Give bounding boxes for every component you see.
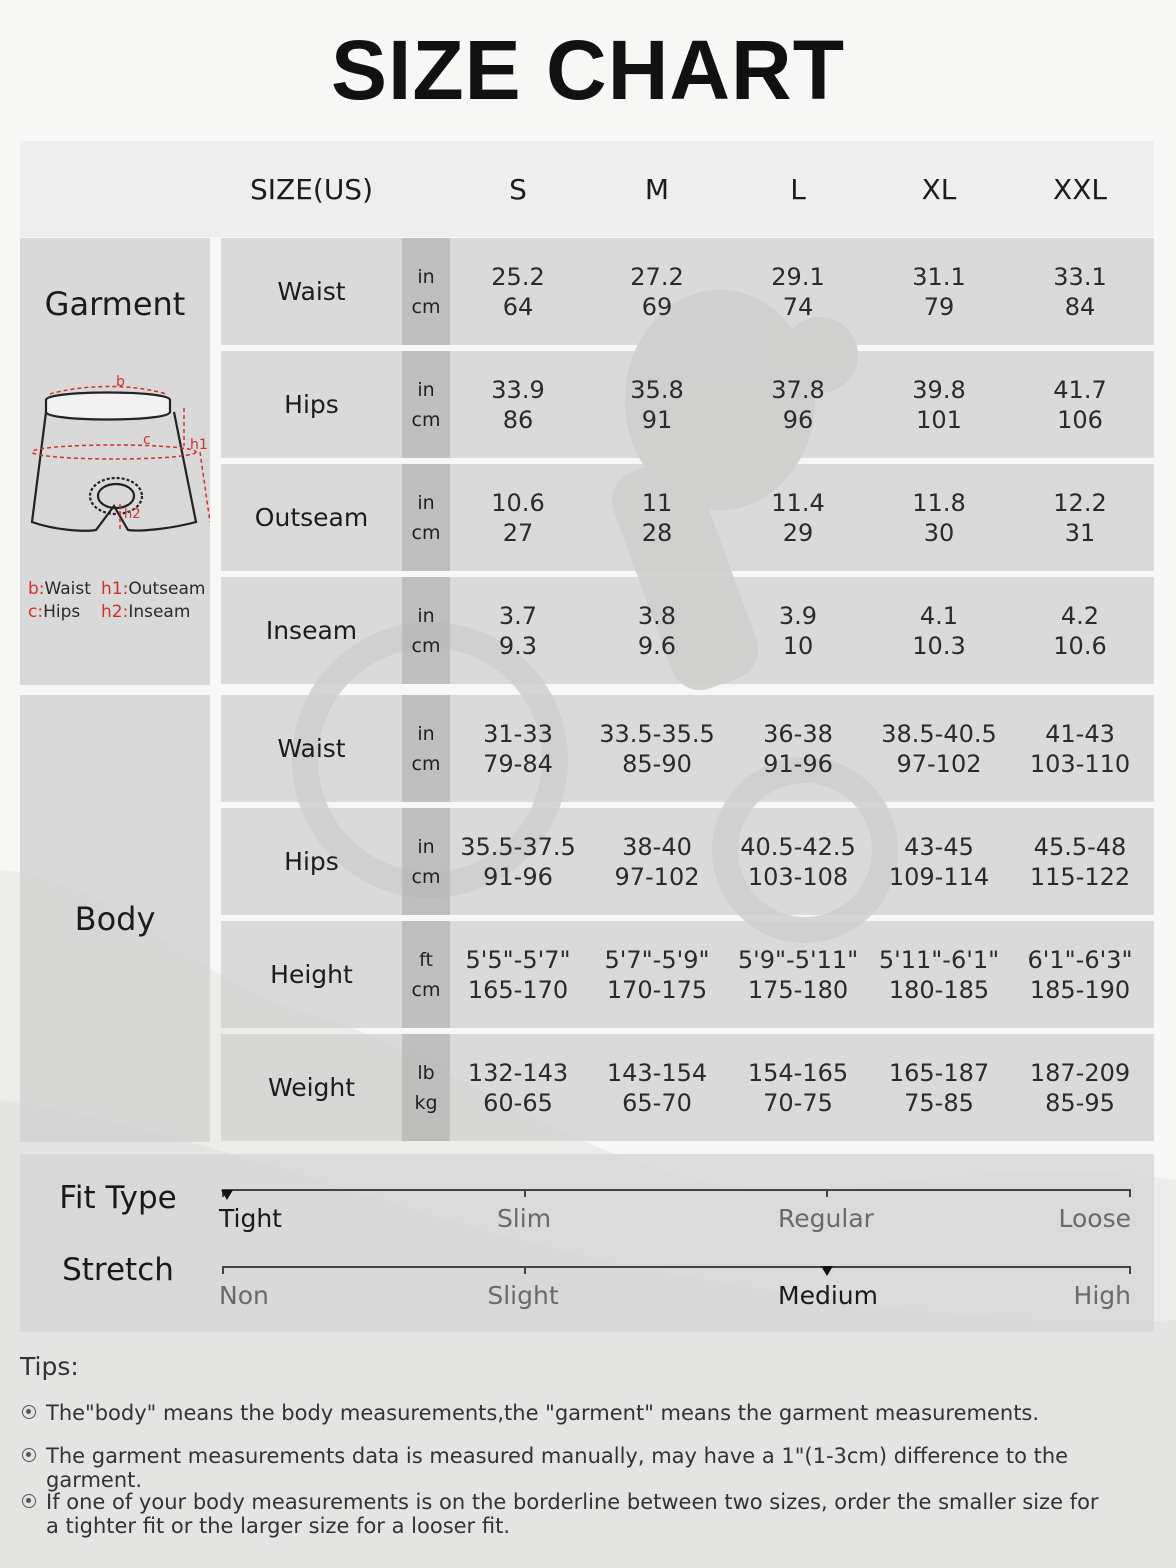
cell-value: 65-70 — [622, 1088, 692, 1117]
fit-option-regular: Regular — [778, 1204, 874, 1233]
body-section-label: Body — [74, 900, 156, 938]
cell-value: 41-43 — [1045, 719, 1115, 748]
cell-value: 3.7 — [498, 601, 538, 630]
fit-type-tick — [826, 1189, 828, 1197]
unit-text: cm — [411, 295, 441, 318]
cell-value: 36-38 — [763, 719, 833, 748]
stretch-option-non: Non — [219, 1281, 269, 1310]
cell-value: 31.1 — [912, 262, 966, 291]
cell-value: 143-154 — [606, 1058, 708, 1087]
table-cell — [1010, 577, 1150, 684]
cell-value: 31-33 — [483, 719, 553, 748]
cell-value: 165-170 — [467, 975, 569, 1004]
cell-value: 10.6 — [1053, 631, 1107, 660]
cell-value: 91-96 — [483, 862, 553, 891]
fit-type-label: Fit Type — [59, 1180, 177, 1216]
cell-value: 37.8 — [771, 375, 825, 404]
cell-value: 96 — [782, 405, 814, 434]
table-cell — [728, 921, 868, 1028]
cell-value: 35.8 — [630, 375, 684, 404]
cell-value: 45.5-48 — [1033, 832, 1127, 861]
cell-value: 154-165 — [747, 1058, 849, 1087]
table-cell — [587, 577, 727, 684]
cell-value: 165-187 — [888, 1058, 990, 1087]
legend-inseam: h2:Inseam — [101, 602, 191, 622]
unit-text: in — [417, 835, 435, 858]
cell-value: 33.9 — [491, 375, 545, 404]
table-cell — [587, 808, 727, 915]
unit-text: kg — [414, 1091, 438, 1114]
size-s-header: S — [509, 172, 527, 206]
tip-item: The garment measurements data is measured manually, may have a 1"(1-3cm) difference to the garment. — [20, 1444, 1160, 1492]
unit-text: cm — [411, 978, 441, 1001]
cell-value: 74 — [782, 292, 814, 321]
table-cell — [1010, 695, 1150, 802]
table-cell — [587, 1034, 727, 1141]
bullet-icon — [22, 1405, 36, 1419]
table-cell — [587, 464, 727, 571]
unit-text: cm — [411, 752, 441, 775]
table-cell — [728, 351, 868, 458]
cell-value: 69 — [641, 292, 673, 321]
cell-value: 109-114 — [888, 862, 990, 891]
cell-value: 10 — [782, 631, 814, 660]
cell-value: 91 — [641, 405, 673, 434]
table-cell — [728, 808, 868, 915]
diagram-label-h2: h2 — [124, 507, 141, 522]
table-cell — [869, 351, 1009, 458]
cell-value: 43-45 — [904, 832, 974, 861]
size-m-header: M — [644, 172, 670, 206]
cell-value: 84 — [1064, 292, 1096, 321]
table-cell — [1010, 238, 1150, 345]
cell-value: 97-102 — [896, 749, 982, 778]
table-cell — [587, 695, 727, 802]
fit-type-tick — [524, 1189, 526, 1197]
table-cell — [728, 238, 868, 345]
cell-value: 4.1 — [919, 601, 959, 630]
unit-label — [402, 464, 450, 571]
stretch-option-slight: Slight — [487, 1281, 559, 1310]
diagram-label-c: c — [143, 432, 151, 448]
cell-value: 170-175 — [606, 975, 708, 1004]
cell-value: 185-190 — [1029, 975, 1131, 1004]
cell-value: 85-95 — [1045, 1088, 1115, 1117]
cell-value: 97-102 — [614, 862, 700, 891]
cell-value: 85-90 — [622, 749, 692, 778]
unit-label — [402, 577, 450, 684]
table-cell — [869, 921, 1009, 1028]
unit-text: in — [417, 491, 435, 514]
table-cell — [869, 1034, 1009, 1141]
stretch-option-medium: Medium — [778, 1281, 878, 1310]
table-cell — [448, 808, 588, 915]
table-cell — [1010, 351, 1150, 458]
legend-hips: c:Hips — [28, 602, 81, 622]
cell-value: 41.7 — [1053, 375, 1107, 404]
unit-label — [402, 351, 450, 458]
cell-value: 101 — [916, 405, 962, 434]
cell-value: 75-85 — [904, 1088, 974, 1117]
tip-item: The"body" means the body measurements,the "garment" means the garment measurements. — [20, 1401, 1160, 1425]
cell-value: 29.1 — [771, 262, 825, 291]
fit-option-tight: Tight — [219, 1204, 282, 1233]
table-cell — [728, 464, 868, 571]
cell-value: 5'7"-5'9" — [604, 945, 710, 974]
cell-value: 31 — [1064, 518, 1096, 547]
size-xxl-header: XXL — [1053, 172, 1107, 206]
table-cell — [1010, 921, 1150, 1028]
size-xl-header: XL — [921, 172, 957, 206]
garment-row-label: Hips — [284, 390, 339, 419]
unit-text: in — [417, 265, 435, 288]
table-cell — [1010, 1034, 1150, 1141]
unit-label — [402, 921, 450, 1028]
cell-value: 180-185 — [888, 975, 990, 1004]
cell-value: 64 — [502, 292, 534, 321]
cell-value: 91-96 — [763, 749, 833, 778]
page-title: SIZE CHART — [331, 23, 845, 117]
stretch-selected-marker — [821, 1266, 833, 1276]
shorts-diagram — [24, 372, 210, 542]
cell-value: 132-143 — [467, 1058, 569, 1087]
cell-value: 40.5-42.5 — [740, 832, 856, 861]
cell-value: 11.4 — [771, 488, 825, 517]
garment-row-label: Inseam — [265, 616, 358, 645]
cell-value: 70-75 — [763, 1088, 833, 1117]
garment-row-label: Outseam — [254, 503, 369, 532]
garment-section-label: Garment — [44, 285, 186, 323]
cell-value: 79 — [923, 292, 955, 321]
cell-value: 86 — [502, 405, 534, 434]
stretch-label: Stretch — [62, 1252, 174, 1288]
table-cell — [728, 1034, 868, 1141]
table-cell — [448, 921, 588, 1028]
table-cell — [587, 921, 727, 1028]
unit-label — [402, 695, 450, 802]
cell-value: 11 — [641, 488, 673, 517]
unit-text: ft — [419, 948, 433, 971]
cell-value: 10.6 — [491, 488, 545, 517]
cell-value: 27.2 — [630, 262, 684, 291]
bullet-icon — [22, 1494, 36, 1508]
cell-value: 175-180 — [747, 975, 849, 1004]
unit-text: in — [417, 722, 435, 745]
fit-type-tick — [1129, 1189, 1131, 1197]
cell-value: 106 — [1057, 405, 1103, 434]
cell-value: 115-122 — [1029, 862, 1131, 891]
cell-value: 33.5-35.5 — [599, 719, 715, 748]
unit-label — [402, 1034, 450, 1141]
stretch-scale — [222, 1266, 1131, 1268]
table-cell — [448, 577, 588, 684]
table-cell — [728, 577, 868, 684]
body-row-label: Height — [270, 960, 353, 989]
cell-value: 33.1 — [1053, 262, 1107, 291]
cell-value: 79-84 — [483, 749, 553, 778]
cell-value: 29 — [782, 518, 814, 547]
table-cell — [448, 464, 588, 571]
cell-value: 38.5-40.5 — [881, 719, 997, 748]
legend-outseam: h1:Outseam — [101, 579, 206, 599]
tips-title: Tips: — [20, 1352, 79, 1381]
table-cell — [869, 577, 1009, 684]
cell-value: 5'9"-5'11" — [737, 945, 859, 974]
cell-value: 25.2 — [491, 262, 545, 291]
body-row-label: Hips — [284, 847, 339, 876]
fit-option-slim: Slim — [496, 1204, 552, 1233]
unit-text: cm — [411, 521, 441, 544]
cell-value: 5'5"-5'7" — [465, 945, 571, 974]
cell-value: 5'11"-6'1" — [878, 945, 1000, 974]
cell-value: 27 — [502, 518, 534, 547]
cell-value: 39.8 — [912, 375, 966, 404]
stretch-tick — [1129, 1266, 1131, 1274]
stretch-option-high: High — [1073, 1281, 1131, 1310]
size-us-label: SIZE(US) — [249, 172, 374, 206]
cell-value: 9.3 — [498, 631, 538, 660]
table-cell — [448, 238, 588, 345]
cell-value: 30 — [923, 518, 955, 547]
body-row-label: Weight — [267, 1073, 356, 1102]
table-cell — [869, 808, 1009, 915]
unit-text: in — [417, 378, 435, 401]
cell-value: 9.6 — [637, 631, 677, 660]
cell-value: 60-65 — [483, 1088, 553, 1117]
table-cell — [587, 238, 727, 345]
unit-text: cm — [411, 408, 441, 431]
table-cell — [869, 464, 1009, 571]
cell-value: 10.3 — [912, 631, 966, 660]
cell-value: 28 — [641, 518, 673, 547]
table-cell — [448, 351, 588, 458]
table-cell — [728, 695, 868, 802]
table-cell — [869, 695, 1009, 802]
fit-type-selected-marker — [221, 1190, 233, 1200]
cell-value: 103-108 — [747, 862, 849, 891]
unit-text: cm — [411, 634, 441, 657]
table-cell — [587, 351, 727, 458]
cell-value: 6'1"-6'3" — [1027, 945, 1133, 974]
table-cell — [448, 695, 588, 802]
unit-label — [402, 808, 450, 915]
stretch-tick — [524, 1266, 526, 1274]
cell-value: 38-40 — [622, 832, 692, 861]
cell-value: 103-110 — [1029, 749, 1131, 778]
body-row-label: Waist — [277, 734, 346, 763]
unit-text: cm — [411, 865, 441, 888]
cell-value: 35.5-37.5 — [460, 832, 576, 861]
stretch-tick — [222, 1266, 224, 1274]
unit-label — [402, 238, 450, 345]
unit-text: in — [417, 604, 435, 627]
table-cell — [448, 1034, 588, 1141]
fit-option-loose: Loose — [1058, 1204, 1131, 1233]
cell-value: 11.8 — [912, 488, 966, 517]
table-cell — [869, 238, 1009, 345]
cell-value: 4.2 — [1060, 601, 1100, 630]
size-l-header: L — [790, 172, 806, 206]
bullet-icon — [22, 1448, 36, 1462]
cell-value: 12.2 — [1053, 488, 1107, 517]
fit-type-scale — [222, 1189, 1131, 1191]
unit-text: lb — [417, 1061, 435, 1084]
garment-row-label: Waist — [277, 277, 346, 306]
tip-item: If one of your body measurements is on the borderline between two sizes, order the smaller size for a tighter fit or the larger size for a looser fit. — [20, 1490, 1100, 1538]
table-cell — [1010, 464, 1150, 571]
cell-value: 187-209 — [1029, 1058, 1131, 1087]
cell-value: 3.8 — [637, 601, 677, 630]
table-cell — [1010, 808, 1150, 915]
diagram-label-b: b — [116, 374, 125, 390]
diagram-label-h1: h1 — [190, 437, 208, 453]
cell-value: 3.9 — [778, 601, 818, 630]
legend-waist: b:Waist — [28, 579, 91, 599]
